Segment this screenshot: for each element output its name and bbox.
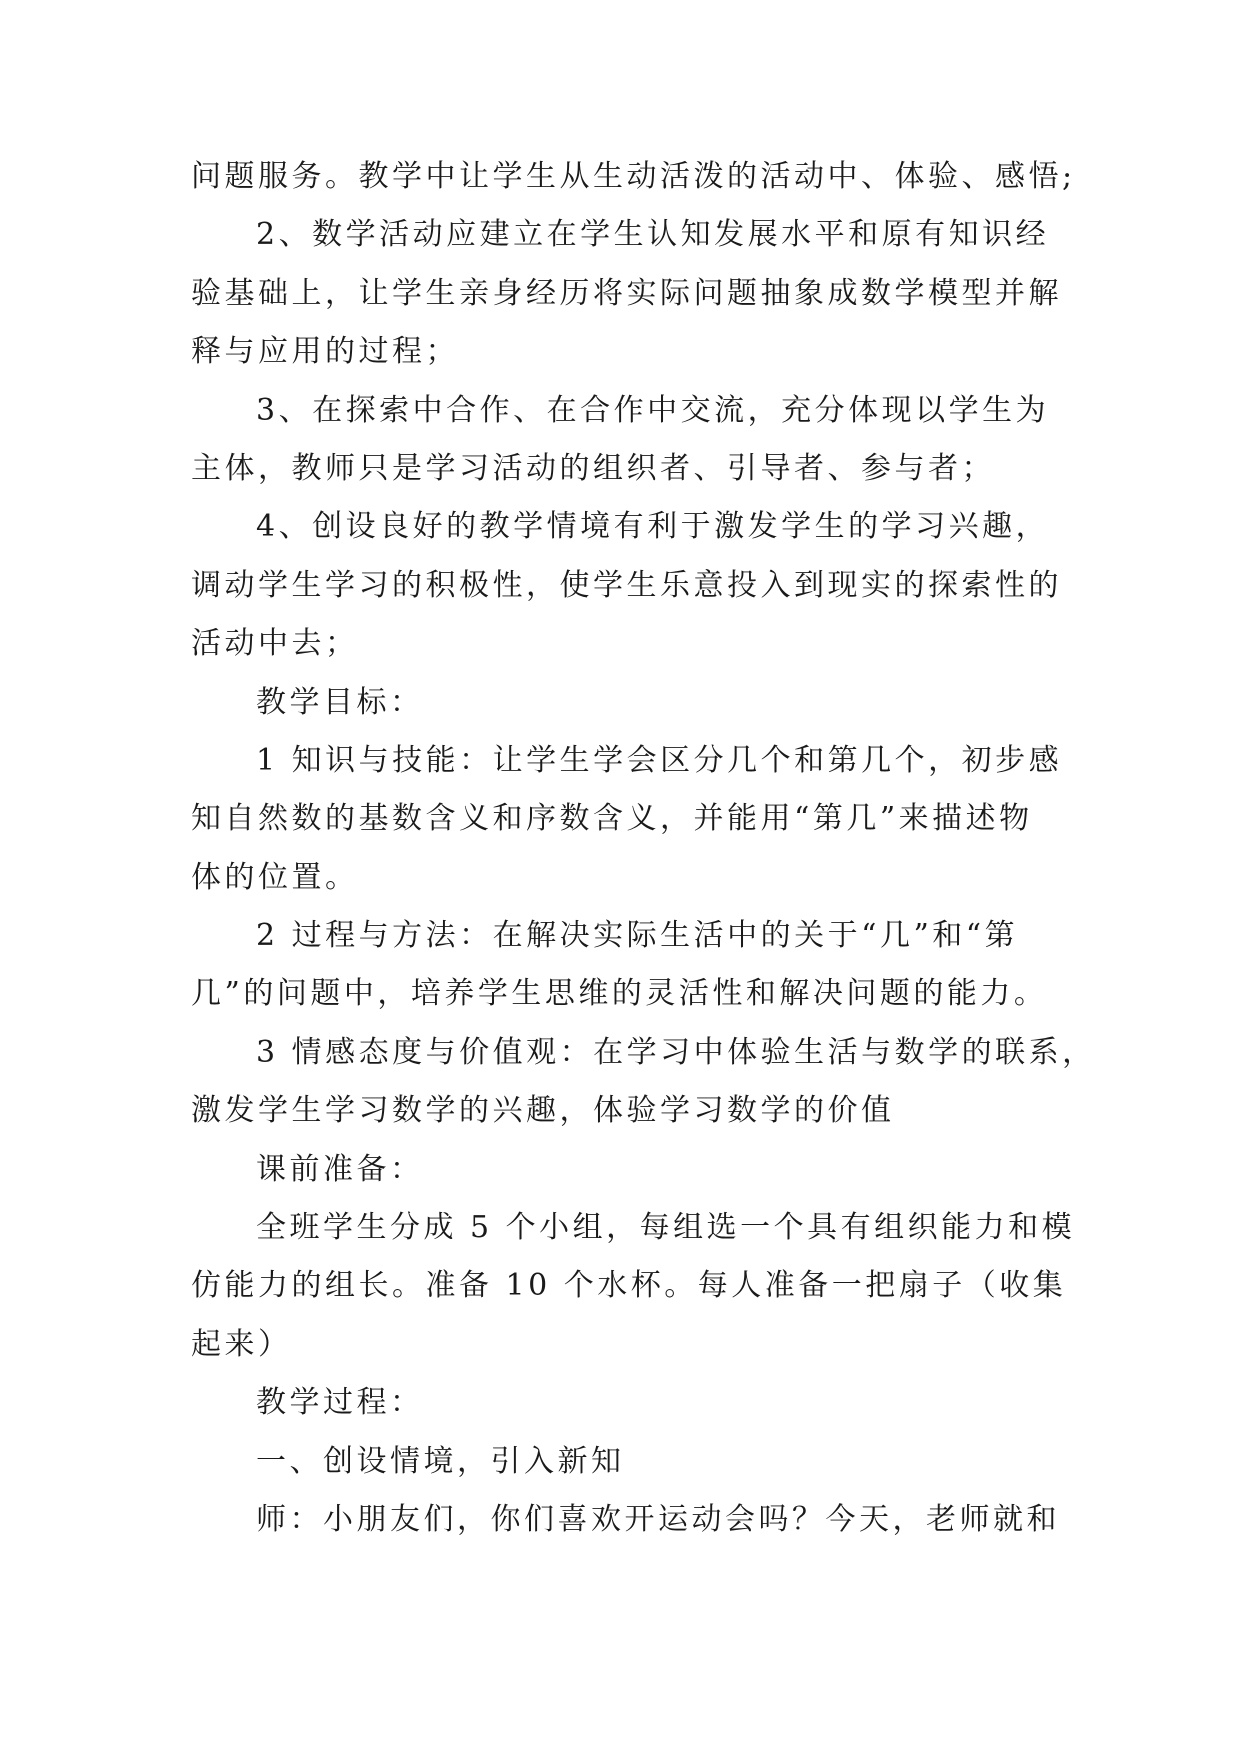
text-line: 激发学生学习数学的兴趣，体验学习数学的价值 [191, 1093, 895, 1129]
text-line: 知自然数的基数含义和序数含义，并能用“第几”来描述物 [191, 801, 1033, 837]
text-line: 释与应用的过程； [191, 334, 459, 370]
document-body [191, 148, 1096, 1549]
text-line: 一、创设情境，引入新知 [256, 1443, 625, 1479]
text-line: 4、创设良好的教学情境有利于激发学生的学习兴趣， [256, 509, 1050, 545]
text-line: 2 过程与方法：在解决实际生活中的关于“几”和“第 [256, 918, 1019, 954]
text-line: 调动学生学习的积极性，使学生乐意投入到现实的探索性的 [191, 567, 1062, 603]
text-line: 教学目标： [256, 684, 424, 720]
text-line: 起来） [191, 1326, 292, 1362]
text-line: 几”的问题中，培养学生思维的灵活性和解决问题的能力。 [191, 976, 1048, 1012]
text-line: 仿能力的组长。准备 10 个水杯。每人准备一把扇子（收集 [191, 1268, 1067, 1304]
text-line: 体的位置。 [191, 859, 359, 895]
text-line: 活动中去； [191, 626, 359, 662]
text-line: 3 情感态度与价值观：在学习中体验生活与数学的联系， [256, 1034, 1096, 1070]
text-line: 课前准备： [256, 1151, 424, 1187]
text-line: 问题服务。教学中让学生从生动活泼的活动中、体验、感悟; [191, 159, 1076, 194]
text-line: 3、在探索中合作、在合作中交流，充分体现以学生为 [256, 392, 1050, 428]
text-line: 全班学生分成 5 个小组，每组选一个具有组织能力和模 [256, 1210, 1076, 1246]
text-line: 2、数学活动应建立在学生认知发展水平和原有知识经 [256, 217, 1050, 253]
text-line: 师：小朋友们，你们喜欢开运动会吗？今天，老师就和 [256, 1501, 1060, 1537]
text-line: 主体，教师只是学习活动的组织者、引导者、参与者； [191, 450, 995, 486]
text-line: 验基础上，让学生亲身经历将实际问题抽象成数学模型并解 [191, 275, 1062, 311]
text-line: 1 知识与技能：让学生学会区分几个和第几个，初步感 [256, 742, 1063, 778]
text-line: 教学过程： [256, 1385, 424, 1421]
